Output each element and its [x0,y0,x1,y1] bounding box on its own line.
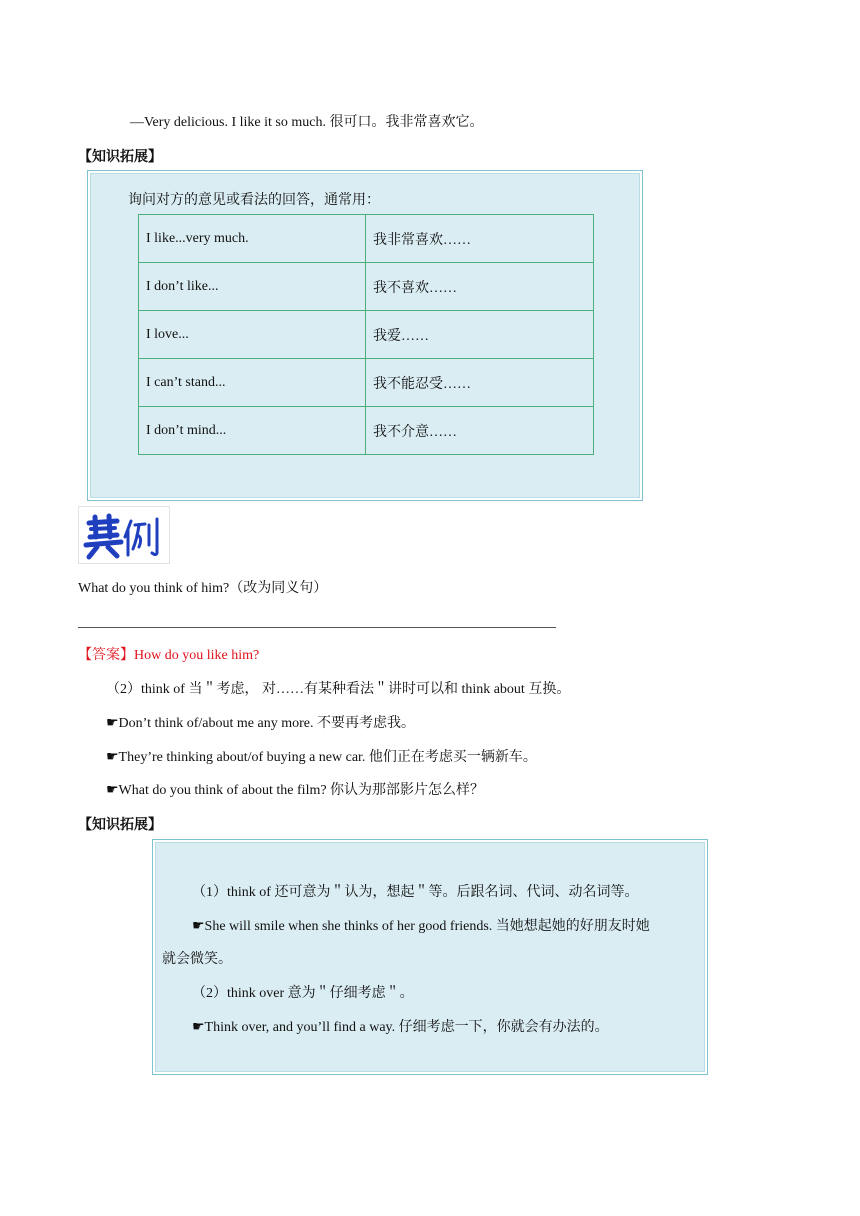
knowledge-box-1 [87,170,643,501]
table-cell-zh: 我爱…… [366,311,594,359]
opinion-table [138,214,594,455]
table-row [139,215,594,263]
table-cell-zh: 我不介意…… [366,407,594,455]
answer-blank-line [78,627,556,628]
box2-line-5: ☛Think over, and you’ll find a way. 仔细考虑一下，你就会有办法的。 [192,1020,609,1035]
example-logo-icon [79,507,169,563]
table-cell-zh: 我非常喜欢…… [366,215,594,263]
box2-line-2: ☛She will smile when she thinks of her good friends. 当她想起她的好朋友时她 [192,919,650,934]
table-row [139,407,594,455]
table-cell-en: I love... [139,311,366,359]
table-cell-en: I like...very much. [139,215,366,263]
point2-example-2: ☛They’re thinking about/of buying a new car. 他们正在考虑买一辆新车。 [106,750,537,765]
knowledge-box-2 [152,839,708,1075]
section-heading-1: 【知识拓展】 [78,150,162,165]
intro-line: —Very delicious. I like it so much. 很可口。我非常喜欢它。 [130,115,484,130]
table-cell-zh: 我不能忍受…… [366,359,594,407]
answer-text: How do you like him? [134,648,260,663]
table-cell-en: I don’t mind... [139,407,366,455]
point2-example-3: ☛What do you think of about the film? 你认为那部影片怎么样？ [106,783,485,798]
example-question: What do you think of him?（改为同义句） [78,581,328,596]
example-logo [78,506,170,564]
table-cell-en: I can’t stand... [139,359,366,407]
table-cell-zh: 我不喜欢…… [366,263,594,311]
table-row [139,311,594,359]
answer-line [78,644,259,664]
point2-title: （2）think of 当＂考虑， 对……有某种看法＂讲时可以和 think about 互换。 [106,682,571,697]
answer-label: 【答案】 [78,648,134,663]
point2-example-1: ☛Don’t think of/about me any more. 不要再考虑我。 [106,716,415,731]
box2-line-4: （2）think over 意为＂仔细考虑＂。 [192,986,414,1001]
table-cell-en: I don’t like... [139,263,366,311]
box2-line-3: 就会微笑。 [162,952,232,967]
section-heading-2: 【知识拓展】 [78,818,162,833]
table-row [139,263,594,311]
box-title: 询问对方的意见或看法的回答，通常用： [128,193,380,208]
table-row [139,359,594,407]
box2-line-1: （1）think of 还可意为＂认为，想起＂等。后跟名词、代词、动名词等。 [192,885,639,900]
